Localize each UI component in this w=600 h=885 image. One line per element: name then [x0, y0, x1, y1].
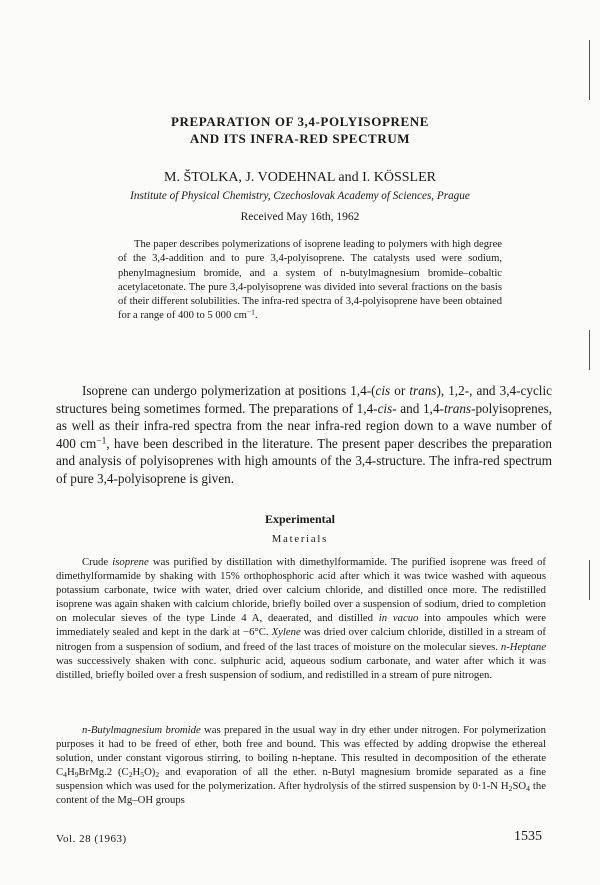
intro-text: Isoprene can undergo polymerization at positions 1,4-( — [82, 383, 376, 398]
para-text: H — [132, 766, 141, 779]
para-text: O) — [144, 766, 156, 779]
page-number: 1535 — [514, 829, 542, 844]
margin-rule — [589, 560, 590, 600]
intro-italic: cis — [377, 400, 393, 416]
paper-title-line-1: PREPARATION OF 3,4-POLYISOPRENE — [170, 114, 430, 129]
intro-text: - and 1,4- — [392, 400, 444, 416]
materials-paragraph-2 — [56, 723, 546, 808]
para-italic: in vacuo — [378, 612, 419, 625]
intro-italic: cis — [375, 383, 391, 398]
para-italic: n-Butylmagnesium bromide — [82, 724, 201, 736]
formula-subscript: 2 — [508, 784, 513, 794]
para-text: Crude — [82, 556, 113, 568]
para-text: was purified by distillation with dimethylformamide. The purified isoprene was freed of dimethylformamide by shaking with 15% orthophosphoric acid after which it was twice washed with aqueous potassium carbonate, twice with water, dried over calcium chloride, and distilled once more. The redistilled isoprene was again shaken with calcium chloride, briefly boiled over a suspension of sodium, dried to completion on molecular sieves of the type Linde 4 A, deaerated, and distilled — [56, 556, 546, 625]
paper-title-line-2: AND ITS INFRA-RED SPECTRUM — [189, 131, 411, 146]
materials-paragraph-1 — [56, 555, 546, 682]
abstract-unit-exponent: −1 — [246, 308, 255, 318]
received-date: Received May 16th, 1962 — [240, 211, 360, 223]
formula-subscript: 2 — [155, 770, 160, 780]
formula-subscript: 4 — [526, 784, 530, 794]
para-text: BrMg.2 (C — [78, 766, 129, 779]
authors: M. ŠTOLKA, J. VODEHNAL and I. KÖSSLER — [164, 170, 436, 185]
para-text: into ampoules which were immediately sealed and kept in the dark at −6°C. — [56, 612, 546, 639]
para-italic: isoprene — [112, 556, 149, 568]
formula-subscript: 9 — [74, 770, 79, 780]
formula-subscript: 5 — [140, 770, 145, 780]
intro-italic: trans — [443, 400, 472, 416]
formula-subscript: 4 — [63, 770, 67, 780]
abstract — [118, 238, 502, 324]
section-heading: Experimental — [265, 512, 335, 526]
formula-subscript: 2 — [128, 770, 133, 780]
intro-text: or — [390, 383, 410, 398]
abstract-text: The paper describes polymerizations of isoprene leading to polymers with high degree of the 3,4-addition and to pure 3,4-polyisoprene. The catalysts used were sodium, phenylmagnesium bromide, and a system of n-butylmagnesium bromide–cobaltic acetylacetonate. The pure 3,4-polyisoprene was divided into several fractions on the basis of their different solubilities. The infra-red spectra of 3,4-polyisoprene have been obtained for a range of 400 to 5 000 cm — [118, 239, 502, 322]
affiliation: Institute of Physical Chemistry, Czechoslovak Academy of Sciences, Prague — [130, 190, 470, 202]
abstract-end: . — [254, 310, 258, 322]
para-text: SO — [512, 780, 527, 793]
subsection-heading: Materials — [271, 534, 329, 545]
para-text: and evaporation of all the ether. n-Butyl magnesium bromide separated as a fine suspension which was used for the polymerization. After hydrolysis of the stirred suspension by 0·1-N H — [56, 766, 546, 793]
intro-text: -polyisoprenes, as well as their infra-red spectra from the near infra-red region down to a wave number of 400 cm — [56, 400, 553, 451]
intro-exponent: −1 — [96, 436, 107, 447]
volume-info: Vol. 28 (1963) — [56, 833, 127, 845]
para-italic: Xylene — [271, 626, 301, 639]
para-text: was prepared in the usual way in dry ether under nitrogen. For polymerization purposes it had to be freed of ether, both free and bound. This was effected by adding dropwise the ethereal solution, under constant vigorous stirring, to boiling n-heptane. This resulted in decomposition of the etherate C — [56, 724, 546, 779]
para-text: the content of the Mg–OH groups — [56, 780, 546, 807]
para-text: H — [66, 766, 75, 779]
para-italic: n-Heptane — [500, 640, 546, 653]
para-text: was successively shaken with conc. sulphuric acid, aqueous sodium carbonate, and water after which it was distilled, briefly boiled over a fresh suspension of sodium, and redistilled in a stream of pure nitrogen. — [56, 654, 546, 681]
intro-paragraph — [56, 382, 552, 487]
intro-text: ), 1,2-, and 3,4-cyclic structures being sometimes formed. The preparations of 1,4- — [56, 383, 552, 416]
para-text: was dried over calcium chloride, distilled in a stream of nitrogen from a suspension of sodium, and freed of the last traces of moisture on the molecular sieves. — [56, 626, 546, 653]
margin-rule — [589, 40, 590, 100]
margin-rule — [589, 330, 590, 370]
intro-italic: trans — [409, 383, 437, 398]
intro-text: , have been described in the literature. The present paper describes the preparation and analysis of polyisoprenes with high amounts of the 3,4-structure. The infra-red spectrum of pure 3,4-polyisoprene is given. — [56, 435, 552, 486]
